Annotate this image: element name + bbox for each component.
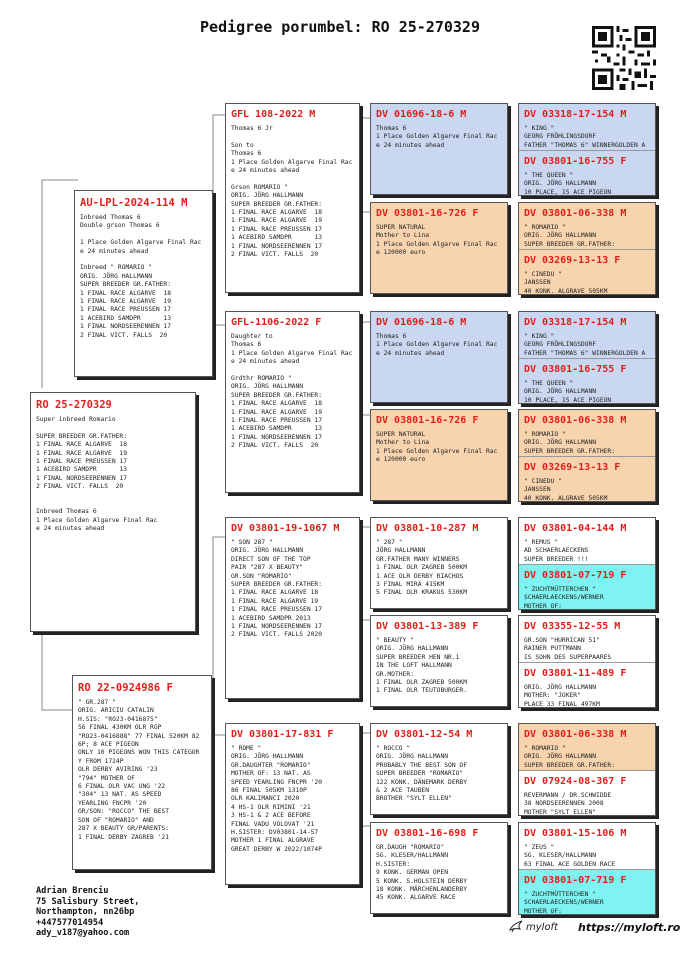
father-mother-card (225, 311, 360, 493)
ring-number: DV 03801-06-338 M (524, 729, 627, 740)
gggp-card-2 (518, 202, 656, 295)
ring-number: DV 03801-06-338 M (524, 208, 627, 219)
ring-number: GFL 108-2022 M (231, 109, 316, 120)
myloft-logo-text: myloft (526, 922, 558, 933)
pigeon-notes: " ROMARIO " ORIG. JÖRG HALLMANN SUPER BREEDER GR.FATHER: (524, 431, 615, 455)
pigeon-notes: SUPER NATURAL Mother to Lina 1 Place Golden Algarve Final Rac e 120000 euro (376, 224, 498, 257)
pigeon-notes: " SON 287 " ORIG. JÖRG HALLMANN DIRECT SON OF THE TOP PAIR "287 X BEAUTY" GR.SON "ROMARIO" SUPER BREEDER GR.FATHER: 1 FINAL RACE ALGARVE 18 1 FINAL RACE ALGARVE 19 1 FINAL RACE PREUSSEN 17 1 ACEBIRD SAMDPR 2013 1 FINAL NORDSEERENNEN 17 2 FINAL VICT. FALLS 2020 (231, 539, 322, 639)
father-card (74, 190, 213, 377)
gggp-top (519, 518, 655, 564)
gggp-bottom (519, 564, 655, 610)
ring-number: DV 03318-17-154 M (524, 317, 627, 328)
gggp-card-7 (518, 723, 656, 816)
pigeon-notes: Thomas 6 1 Place Golden Algarve Final Rac e 24 minutes ahead (376, 333, 498, 357)
pigeon-notes: ORIG. JÖRG HALLMANN MOTHER: "JOKER" PLACE 33 FINAL 497KM (524, 684, 600, 708)
pigeon-notes: " ROMARIO " ORIG. JÖRG HALLMANN SUPER BREEDER GR.FATHER: (524, 745, 615, 769)
page-title: Pedigree porumbel: RO 25-270329 (200, 18, 480, 36)
pigeon-notes: " ROME " ORIG. JÖRG HALLMANN GR.DAUGHTER "ROMARIO" MOTHER OF: 13 NAT. AS SPEED YEARLING FNCPR '20 86 FINAL 505KM 1310P OLR KALIMANCI 2020 4 HS-1 OLR RIMINI '21 3 HS-1 & 2 ACE BEFORE FINAL VADU VOLOVAT '21 H.SISTER: DV03801-14-57 MOTHER 1 FINAL ALGRAVE GREAT DERBY W 2022/1074P (231, 745, 322, 853)
ring-number: DV 03269-13-13 F (524, 255, 621, 266)
ring-number: DV 03801-10-287 M (376, 523, 479, 534)
ring-number: DV 01696-18-6 M (376, 317, 467, 328)
pigeon-notes: " ZUCHTMÜTTERCHEN " SCHAERLAECKENS/WERNER MOTHER OF: (524, 586, 604, 610)
gggp-top (519, 410, 655, 456)
ring-number: DV 03801-16-726 F (376, 208, 479, 219)
pigeon-notes: Inbreed Thomas 6 Double grson Thomas 6 1 Place Golden Algarve Final Rac e 24 minutes ahead Inbreed " ROMARIO " ORIG. JÖRG HALLMANN SUPER BREEDER GR.FATHER: 1 FINAL RACE ALGARVE 18 1 FINAL RACE ALGARVE 19 1 FINAL RACE PREUSSEN 17 1 ACEBIRD SAMDPR 13 1 FINAL NORDSEERENNEN 17 2 FINAL VICT. FALLS 20 (80, 214, 202, 339)
ring-number: RO 22-0924986 F (78, 682, 173, 694)
pigeon-notes: " ROMARIO " ORIG. JÖRG HALLMANN SUPER BREEDER GR.FATHER: (524, 224, 615, 248)
gggp-bottom (519, 456, 655, 502)
pigeon-notes: " REMUS " AD SCHAERLAECKENS SUPER BREEDER !!! (524, 539, 589, 563)
website-link[interactable]: https://myloft.ro (578, 921, 681, 934)
gggp-bottom (519, 150, 655, 196)
ring-number: DV 03801-16-726 F (376, 415, 479, 426)
ring-number: DV 03269-13-13 F (524, 462, 621, 473)
ring-number: DV 03801-12-54 M (376, 729, 473, 740)
ring-number: DV 03801-11-489 F (524, 668, 627, 679)
ring-number: DV 07924-08-367 F (524, 776, 627, 787)
pigeon-notes: " BEAUTY " ORIG. JÖRG HALLMANN SUPER BREEDER HEN NR.1 IN THE LOFT HALLMANN GR.MOTHER: 1 FINAL OLR ZAGREB 500KM 1 FINAL OLR TEUTOBURGER. (376, 637, 467, 695)
gggp-top (519, 104, 655, 150)
pigeon-notes: Super inbreed Romario SUPER BREEDER GR.FATHER: 1 FINAL RACE ALGARVE 18 1 FINAL RACE ALGARVE 19 1 FINAL RACE PREUSSEN 17 1 ACEBIRD SAMDPR 13 1 FINAL NORDSEERENNEN 17 2 FINAL VICT. FALLS 20 Inbreed Thomas 6 1 Place Golden Algarve Final Rac e 24 minutes ahead (36, 416, 158, 533)
pigeon-notes: SUPER NATURAL Mother to Lina 1 Place Golden Algarve Final Rac e 120000 euro (376, 431, 498, 464)
gggp-top (519, 312, 655, 358)
pigeon-notes: " KING " GEORG FRÖHLINGSDORF FATHER "THOMAS 6" WINNERGOLDEN A (524, 333, 646, 357)
ring-number: DV 03801-07-719 F (524, 875, 627, 886)
father-father-card (225, 103, 360, 293)
pigeon-notes: Thomas 6 Jr Son to Thomas 6 1 Place Golden Algarve Final Rac e 24 minutes ahead Grson ROMARIO " ORIG. JÖRG HALLMANN SUPER BREEDER GR.FATHER: 1 FINAL RACE ALGARVE 18 1 FINAL RACE ALGARVE 19 1 FINAL RACE PREUSSEN 17 1 ACEBIRD SAMDPR 13 1 FINAL NORDSEERENNEN 17 2 FINAL VICT. FALLS 20 (231, 125, 353, 259)
ring-number: DV 03801-16-698 F (376, 828, 479, 839)
gggp-card-4 (518, 409, 656, 502)
ring-number: DV 03801-13-389 F (376, 621, 479, 632)
ggf-card-mmf (370, 723, 508, 815)
ring-number: DV 03801-06-338 M (524, 415, 627, 426)
pigeon-notes: " GR.287 " ORIG. ARICIU CATALIN H.SIS: "RO23-0416875" 56 FINAL 430KM OLR RGP "RO23-0416888" 77 FINAL 520KM 82 6P; 8 ACE PIGEON ONLY 10 PIGEONS WON THIS CATEGOR Y FROM 1724P OLR DERBY AVIRING '23 "794" MOTHER OF 6 FINAL OLR VAC UNG '22 "304" 13 NAT. AS SPEED YEARLING FNCPR '20 GR/SON: "ROCCO" THE BEST SON OF "ROMARIO" AND 287 X BEAUTY GR/PARENTS: 1 FINAL DERBY ZAGREB '21 (78, 699, 200, 841)
pigeon-notes: Daughter to Thomas 6 1 Place Golden Algarve Final Rac e 24 minutes ahead Grdthr ROMARIO " ORIG. JÖRG HALLMANN SUPER BREEDER GR.FATHER: 1 FINAL RACE ALGARVE 18 1 FINAL RACE ALGARVE 19 1 FINAL RACE PREUSSEN 17 1 ACEBIRD SAMDPR 13 1 FINAL NORDSEERENNEN 17 2 FINAL VICT. FALLS 20 (231, 333, 353, 450)
breeder-address: Adrian Brenciu 75 Salisbury Street, Northampton, nn26bp +447577014954 ady_v187@yahoo.com (36, 886, 140, 939)
ring-number: DV 03801-04-144 M (524, 523, 627, 534)
gggp-bottom (519, 249, 655, 295)
ggm-card-mfm (370, 615, 508, 707)
pigeon-notes: " THE QUEEN " ORIG. JÖRG HALLMANN 10 PLACE, 15 ACE PIGEON (524, 380, 612, 404)
pigeon-notes: Thomas 6 1 Place Golden Algarve Final Rac e 24 minutes ahead (376, 125, 498, 149)
ggf-card-mff (370, 517, 508, 609)
ggm-card-ffm (370, 202, 508, 294)
pigeon-notes: " KING " GEORG FRÖHLINGSDORF FATHER "THOMAS 6" WINNERGOLDEN A (524, 125, 646, 149)
gggp-bottom (519, 770, 655, 816)
pigeon-notes: GR.DAUGH "ROMARIO" SG. KLESER/HALLMANN H.SISTER: 9 KONK. GERMAN OPEN 5 KONK. S.HOLSTEIN DERBY 18 KONK. MÄRCHENLANDERBY 45 KONK. ALGARVE RACE (376, 844, 467, 902)
ring-number: DV 03801-16-755 F (524, 364, 627, 375)
ring-number: DV 03801-16-755 F (524, 156, 627, 167)
pigeon-notes: " ZUCHTMÜTTERCHEN " SCHAERLAECKENS/WERNER MOTHER OF: (524, 891, 604, 915)
ring-number: DV 03801-07-719 F (524, 570, 627, 581)
mother-father-card (225, 517, 360, 699)
main-pigeon-card (30, 392, 196, 632)
gggp-bottom (519, 869, 655, 915)
pigeon-notes: " ROCCO " ORIG. JÖRG HALLMANN PROBABLY THE BEST SON OF SUPER BREEDER "ROMARIO" 122 KONK. DÄNEMARK DERBY & 2 ACE TAUBEN BROTHER "SYLT ELLEN" (376, 745, 467, 803)
pigeon-notes: " ZEUS " SG. KLESER/HALLMANN 63 FINAL ACE GOLDEN RACE (524, 844, 615, 868)
pigeon-notes: REVERMANN / DR.SCHWIDDE 38 NORDSEERENNEN 2008 MOTHER "SYLT ELLEN" (524, 792, 612, 816)
gggp-top (519, 724, 655, 770)
ring-number: DV 01696-18-6 M (376, 109, 467, 120)
ring-number: GFL-1106-2022 F (231, 317, 322, 328)
ring-number: RO 25-270329 (36, 399, 112, 411)
mother-card (72, 675, 212, 870)
ring-number: DV 03801-19-1067 M (231, 523, 340, 534)
pigeon-notes: GR.SON "HURRICAN 51" RAINER PUTTMANN IS SOHN DES SUPERPAARES (524, 637, 612, 661)
gggp-card-8 (518, 822, 656, 915)
pigeon-notes: " THE QUEEN " ORIG. JÖRG HALLMANN 10 PLACE, 15 ACE PIGEON (524, 172, 612, 196)
ring-number: DV 03801-17-831 F (231, 729, 334, 740)
ggm-card-mmm (370, 822, 508, 914)
ggf-card-fmf (370, 311, 508, 403)
ring-number: DV 03355-12-55 M (524, 621, 621, 632)
gggp-top (519, 823, 655, 869)
pigeon-notes: " CINEDU " JANSSEN 40 KONK. ALGRAVE 505KM (524, 271, 608, 295)
gggp-card-3 (518, 311, 656, 404)
ring-number: DV 03801-15-106 M (524, 828, 627, 839)
gggp-bottom (519, 358, 655, 404)
pigeon-notes: " 287 " JÖRG HALLMANN GR.FATHER MANY WINNERS 1 FINAL OLR ZAGREB 500KM 1 ACE OLR DERBY RIACHOS 3 FINAL MIRA 415KM 5 FINAL OLR KRAKUS 530KM (376, 539, 467, 597)
ggf-card-fff (370, 103, 508, 195)
ring-number: AU-LPL-2024-114 M (80, 197, 188, 209)
gggp-top (519, 203, 655, 249)
gggp-bottom (519, 662, 655, 708)
mother-mother-card (225, 723, 360, 885)
ggm-card-fmm (370, 409, 508, 501)
gggp-top (519, 616, 655, 662)
gggp-card-5 (518, 517, 656, 610)
gggp-card-6 (518, 615, 656, 708)
ring-number: DV 03318-17-154 M (524, 109, 627, 120)
dove-icon (508, 918, 524, 934)
gggp-card-1 (518, 103, 656, 196)
pigeon-notes: " CINEDU " JANSSEN 40 KONK. ALGRAVE 505KM (524, 478, 608, 502)
